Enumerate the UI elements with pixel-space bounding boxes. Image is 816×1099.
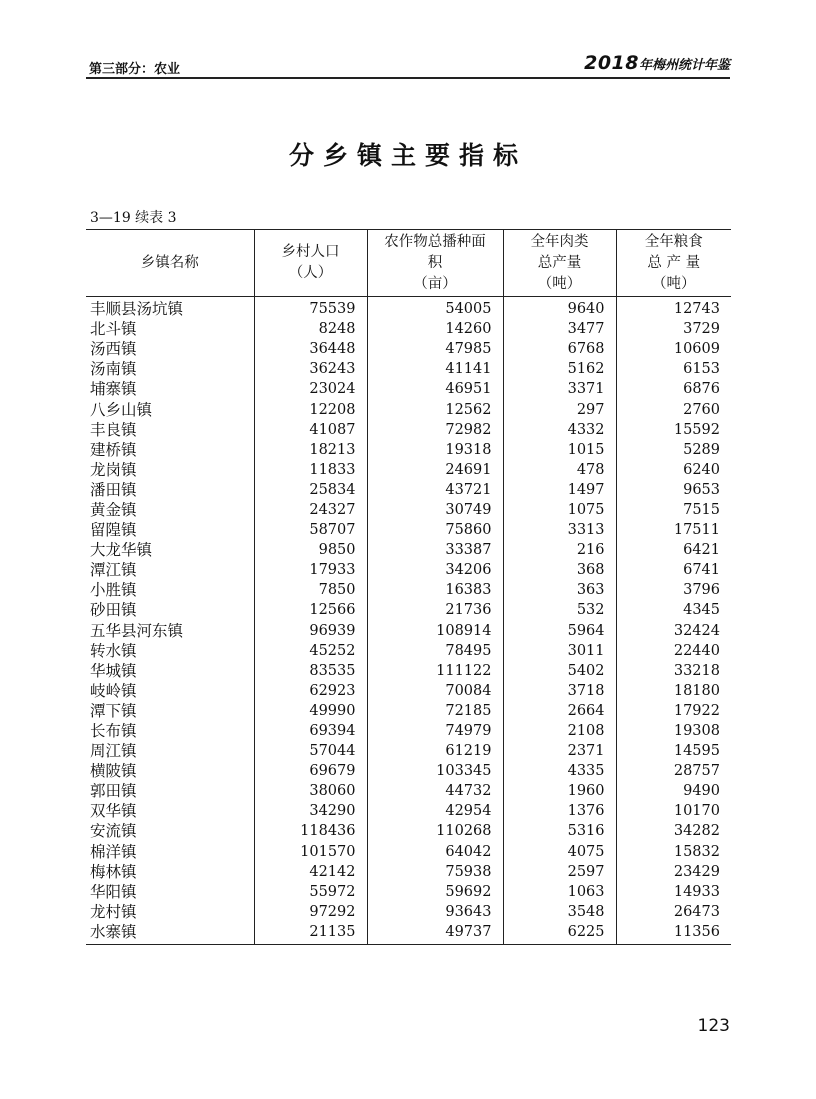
cell-rural-population: 11833 (254, 460, 367, 480)
cell-town-name: 汤西镇 (86, 339, 254, 359)
cell-sown-area: 47985 (367, 339, 503, 359)
cell-sown-area: 49737 (367, 922, 503, 945)
cell-grain-output: 2760 (616, 399, 731, 419)
cell-grain-output: 17922 (616, 701, 731, 721)
cell-grain-output: 26473 (616, 902, 731, 922)
cell-sown-area: 103345 (367, 761, 503, 781)
cell-town-name: 长布镇 (86, 721, 254, 741)
cell-meat-output: 1376 (503, 801, 616, 821)
column-header-grain-output: 全年粮食 总 产 量 （吨） (616, 230, 731, 297)
column-header-meat-output: 全年肉类 总产量 （吨） (503, 230, 616, 297)
cell-grain-output: 15832 (616, 842, 731, 862)
cell-town-name: 周江镇 (86, 741, 254, 761)
cell-sown-area: 75938 (367, 862, 503, 882)
cell-sown-area: 24691 (367, 460, 503, 480)
cell-meat-output: 297 (503, 399, 616, 419)
cell-meat-output: 1063 (503, 882, 616, 902)
cell-grain-output: 4345 (616, 600, 731, 620)
table-row (86, 319, 731, 339)
table-row (86, 641, 731, 661)
table-row (86, 821, 731, 841)
cell-grain-output: 5289 (616, 440, 731, 460)
cell-grain-output: 32424 (616, 621, 731, 641)
cell-grain-output: 28757 (616, 761, 731, 781)
cell-meat-output: 2597 (503, 862, 616, 882)
cell-sown-area: 43721 (367, 480, 503, 500)
cell-sown-area: 72185 (367, 701, 503, 721)
cell-grain-output: 22440 (616, 641, 731, 661)
cell-rural-population: 101570 (254, 842, 367, 862)
table-row (86, 781, 731, 801)
table-row (86, 842, 731, 862)
cell-meat-output: 5316 (503, 821, 616, 841)
cell-rural-population: 42142 (254, 862, 367, 882)
cell-town-name: 北斗镇 (86, 319, 254, 339)
cell-sown-area: 46951 (367, 379, 503, 399)
table-row (86, 661, 731, 681)
cell-town-name: 华城镇 (86, 661, 254, 681)
table-row (86, 862, 731, 882)
cell-sown-area: 54005 (367, 297, 503, 320)
cell-grain-output: 12743 (616, 297, 731, 320)
cell-grain-output: 3796 (616, 580, 731, 600)
cell-meat-output: 4075 (503, 842, 616, 862)
cell-meat-output: 1497 (503, 480, 616, 500)
cell-grain-output: 11356 (616, 922, 731, 945)
cell-sown-area: 33387 (367, 540, 503, 560)
cell-sown-area: 34206 (367, 560, 503, 580)
cell-rural-population: 75539 (254, 297, 367, 320)
table-row (86, 701, 731, 721)
cell-town-name: 大龙华镇 (86, 540, 254, 560)
cell-meat-output: 4335 (503, 761, 616, 781)
table-row (86, 500, 731, 520)
table-row (86, 420, 731, 440)
cell-rural-population: 62923 (254, 681, 367, 701)
cell-grain-output: 23429 (616, 862, 731, 882)
cell-sown-area: 78495 (367, 641, 503, 661)
cell-town-name: 转水镇 (86, 641, 254, 661)
table-row (86, 520, 731, 540)
cell-town-name: 埔寨镇 (86, 379, 254, 399)
table-header-row (86, 230, 731, 297)
cell-sown-area: 41141 (367, 359, 503, 379)
cell-rural-population: 24327 (254, 500, 367, 520)
table-row (86, 902, 731, 922)
cell-sown-area: 61219 (367, 741, 503, 761)
cell-grain-output: 10609 (616, 339, 731, 359)
cell-town-name: 双华镇 (86, 801, 254, 821)
cell-sown-area: 14260 (367, 319, 503, 339)
cell-meat-output: 3718 (503, 681, 616, 701)
cell-grain-output: 33218 (616, 661, 731, 681)
cell-rural-population: 55972 (254, 882, 367, 902)
cell-meat-output: 3011 (503, 641, 616, 661)
cell-town-name: 龙村镇 (86, 902, 254, 922)
cell-meat-output: 1075 (503, 500, 616, 520)
cell-rural-population: 8248 (254, 319, 367, 339)
cell-sown-area: 75860 (367, 520, 503, 540)
table-row (86, 359, 731, 379)
table-row (86, 560, 731, 580)
table-row (86, 480, 731, 500)
cell-town-name: 汤南镇 (86, 359, 254, 379)
cell-sown-area: 74979 (367, 721, 503, 741)
cell-rural-population: 17933 (254, 560, 367, 580)
cell-town-name: 砂田镇 (86, 600, 254, 620)
cell-sown-area: 110268 (367, 821, 503, 841)
cell-meat-output: 5964 (503, 621, 616, 641)
cell-meat-output: 1960 (503, 781, 616, 801)
cell-sown-area: 21736 (367, 600, 503, 620)
cell-town-name: 建桥镇 (86, 440, 254, 460)
column-header-town: 乡镇名称 (86, 230, 254, 297)
cell-rural-population: 9850 (254, 540, 367, 560)
cell-town-name: 黄金镇 (86, 500, 254, 520)
cell-meat-output: 6768 (503, 339, 616, 359)
cell-grain-output: 9653 (616, 480, 731, 500)
cell-meat-output: 6225 (503, 922, 616, 945)
cell-rural-population: 21135 (254, 922, 367, 945)
cell-grain-output: 3729 (616, 319, 731, 339)
cell-rural-population: 34290 (254, 801, 367, 821)
cell-rural-population: 36243 (254, 359, 367, 379)
cell-meat-output: 478 (503, 460, 616, 480)
cell-town-name: 横陂镇 (86, 761, 254, 781)
cell-town-name: 龙岗镇 (86, 460, 254, 480)
cell-rural-population: 118436 (254, 821, 367, 841)
cell-meat-output: 1015 (503, 440, 616, 460)
cell-town-name: 潭江镇 (86, 560, 254, 580)
table-row (86, 440, 731, 460)
table-body (86, 297, 731, 945)
cell-sown-area: 19318 (367, 440, 503, 460)
section-title: 第三部分：农业 (89, 62, 181, 77)
cell-meat-output: 3477 (503, 319, 616, 339)
cell-town-name: 郭田镇 (86, 781, 254, 801)
table-row (86, 741, 731, 761)
cell-rural-population: 36448 (254, 339, 367, 359)
table-row (86, 761, 731, 781)
cell-sown-area: 64042 (367, 842, 503, 862)
table-row (86, 621, 731, 641)
cell-sown-area: 30749 (367, 500, 503, 520)
table-row (86, 580, 731, 600)
cell-meat-output: 5402 (503, 661, 616, 681)
cell-town-name: 水寨镇 (86, 922, 254, 945)
cell-town-name: 八乡山镇 (86, 399, 254, 419)
table-row (86, 600, 731, 620)
cell-town-name: 小胜镇 (86, 580, 254, 600)
cell-meat-output: 3313 (503, 520, 616, 540)
cell-town-name: 潭下镇 (86, 701, 254, 721)
cell-town-name: 丰良镇 (86, 420, 254, 440)
table-row (86, 540, 731, 560)
cell-town-name: 潘田镇 (86, 480, 254, 500)
cell-meat-output: 4332 (503, 420, 616, 440)
page-number: 123 (697, 1016, 730, 1036)
cell-rural-population: 23024 (254, 379, 367, 399)
cell-sown-area: 16383 (367, 580, 503, 600)
cell-meat-output: 9640 (503, 297, 616, 320)
yearbook-year: 2018 (584, 52, 639, 74)
cell-rural-population: 12208 (254, 399, 367, 419)
cell-meat-output: 216 (503, 540, 616, 560)
table-row (86, 681, 731, 701)
cell-grain-output: 6153 (616, 359, 731, 379)
cell-grain-output: 19308 (616, 721, 731, 741)
cell-town-name: 五华县河东镇 (86, 621, 254, 641)
cell-meat-output: 5162 (503, 359, 616, 379)
yearbook-name: 年梅州统计年鉴 (638, 58, 730, 73)
page-title: 分乡镇主要指标 (288, 141, 527, 170)
column-header-rural-population: 乡村人口 （人） (254, 230, 367, 297)
cell-meat-output: 2664 (503, 701, 616, 721)
cell-grain-output: 9490 (616, 781, 731, 801)
cell-grain-output: 6741 (616, 560, 731, 580)
cell-sown-area: 70084 (367, 681, 503, 701)
cell-grain-output: 17511 (616, 520, 731, 540)
cell-grain-output: 6421 (616, 540, 731, 560)
cell-town-name: 丰顺县汤坑镇 (86, 297, 254, 320)
cell-town-name: 岐岭镇 (86, 681, 254, 701)
cell-rural-population: 25834 (254, 480, 367, 500)
table-row (86, 922, 731, 945)
data-table (86, 229, 731, 945)
cell-meat-output: 368 (503, 560, 616, 580)
cell-rural-population: 12566 (254, 600, 367, 620)
cell-sown-area: 44732 (367, 781, 503, 801)
cell-grain-output: 6240 (616, 460, 731, 480)
cell-grain-output: 34282 (616, 821, 731, 841)
cell-sown-area: 111122 (367, 661, 503, 681)
cell-sown-area: 108914 (367, 621, 503, 641)
cell-town-name: 梅林镇 (86, 862, 254, 882)
table-label: 3—19 续表 3 (90, 210, 177, 226)
cell-rural-population: 18213 (254, 440, 367, 460)
cell-rural-population: 97292 (254, 902, 367, 922)
cell-grain-output: 7515 (616, 500, 731, 520)
column-header-sown-area: 农作物总播种面 积 （亩） (367, 230, 503, 297)
cell-rural-population: 83535 (254, 661, 367, 681)
cell-meat-output: 3371 (503, 379, 616, 399)
cell-rural-population: 45252 (254, 641, 367, 661)
cell-grain-output: 10170 (616, 801, 731, 821)
cell-town-name: 留隍镇 (86, 520, 254, 540)
cell-sown-area: 59692 (367, 882, 503, 902)
cell-sown-area: 42954 (367, 801, 503, 821)
cell-rural-population: 58707 (254, 520, 367, 540)
cell-grain-output: 14595 (616, 741, 731, 761)
header-divider (86, 77, 730, 79)
cell-meat-output: 3548 (503, 902, 616, 922)
cell-grain-output: 14933 (616, 882, 731, 902)
cell-rural-population: 7850 (254, 580, 367, 600)
cell-meat-output: 2108 (503, 721, 616, 741)
cell-grain-output: 15592 (616, 420, 731, 440)
cell-sown-area: 72982 (367, 420, 503, 440)
cell-meat-output: 2371 (503, 741, 616, 761)
cell-rural-population: 96939 (254, 621, 367, 641)
cell-sown-area: 93643 (367, 902, 503, 922)
table-row (86, 399, 731, 419)
cell-rural-population: 41087 (254, 420, 367, 440)
cell-meat-output: 363 (503, 580, 616, 600)
table-row (86, 882, 731, 902)
table-row (86, 339, 731, 359)
table-row (86, 460, 731, 480)
cell-meat-output: 532 (503, 600, 616, 620)
table-row (86, 379, 731, 399)
table-row (86, 721, 731, 741)
yearbook-title (584, 52, 730, 74)
cell-grain-output: 18180 (616, 681, 731, 701)
cell-sown-area: 12562 (367, 399, 503, 419)
cell-rural-population: 57044 (254, 741, 367, 761)
cell-rural-population: 49990 (254, 701, 367, 721)
cell-rural-population: 69394 (254, 721, 367, 741)
table-row (86, 297, 731, 320)
cell-town-name: 华阳镇 (86, 882, 254, 902)
table-row (86, 801, 731, 821)
cell-rural-population: 38060 (254, 781, 367, 801)
cell-grain-output: 6876 (616, 379, 731, 399)
cell-town-name: 棉洋镇 (86, 842, 254, 862)
cell-rural-population: 69679 (254, 761, 367, 781)
cell-town-name: 安流镇 (86, 821, 254, 841)
